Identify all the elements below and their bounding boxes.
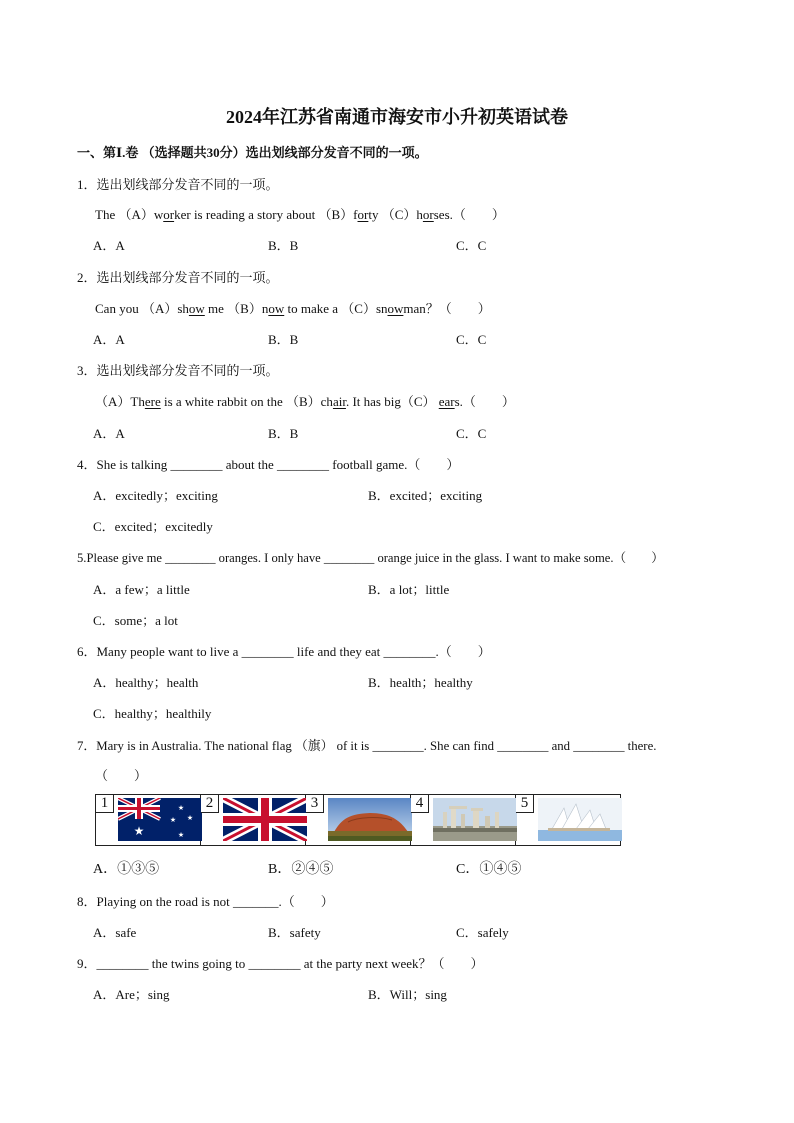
q6-option-c[interactable]: C．healthy；healthily — [93, 706, 212, 721]
underline-1c: or — [422, 207, 434, 222]
question-1-sentence: The （A）worker is reading a story about （B）forty （C）horses.（ ） — [95, 207, 505, 222]
q9-option-b[interactable]: B．Will；sing — [368, 987, 447, 1002]
picture-cell-3 — [306, 795, 411, 845]
q4-option-a[interactable]: A．excitedly；exciting — [93, 488, 218, 503]
svg-text:★: ★ — [133, 824, 145, 838]
question-2-stem: 2．选出划线部分发音不同的一项。 — [77, 270, 279, 285]
page-title: 2024年江苏省南通市海安市小升初英语试卷 — [226, 107, 568, 127]
q1-option-c[interactable]: C．C — [456, 238, 487, 253]
q6-option-a[interactable]: A．healthy；health — [93, 675, 199, 690]
picture-number: 2 — [201, 795, 219, 813]
picture-number: 1 — [96, 795, 114, 813]
picture-cell-1 — [96, 795, 201, 845]
picture-cell-2 — [201, 795, 306, 845]
q5-option-b[interactable]: B．a lot；little — [368, 582, 450, 597]
underline-3a: ere — [144, 394, 161, 409]
picture-cell-4 — [411, 795, 516, 845]
australia-flag-image — [118, 798, 202, 841]
uluru-rock-image — [328, 798, 412, 841]
svg-text:★: ★ — [186, 814, 194, 822]
q9-option-a[interactable]: A．Are；sing — [93, 987, 170, 1002]
q5-option-c[interactable]: C．some；a lot — [93, 613, 178, 628]
picture-number: 5 — [516, 795, 534, 813]
q5-option-a[interactable]: A．a few；a little — [93, 582, 190, 597]
q7-option-b[interactable]: B．②④⑤ — [268, 862, 334, 877]
q6-option-b[interactable]: B．health；healthy — [368, 675, 473, 690]
picture-cell-5 — [516, 795, 620, 845]
question-4-stem: 4．She is talking ________ about the ________ football game.（ ） — [77, 457, 460, 472]
q2-option-a[interactable]: A．A — [93, 332, 125, 347]
underline-3b: air — [332, 394, 346, 409]
q3-option-c[interactable]: C．C — [456, 426, 487, 441]
q4-option-c[interactable]: C．excited；excitedly — [93, 519, 213, 534]
uk-flag-image — [223, 798, 307, 841]
ruins-image — [433, 798, 517, 841]
question-9-stem: 9．________ the twins going to ________ at the party next week？（ ） — [77, 956, 484, 971]
q7-option-a[interactable]: A．①③⑤ — [93, 862, 160, 877]
q1-option-b[interactable]: B．B — [268, 238, 299, 253]
section-heading: 一、第Ⅰ.卷 （选择题共30分）选出划线部分发音不同的一项。 — [77, 145, 428, 160]
question-7-paren: （ ） — [95, 768, 148, 783]
underline-1a: or — [163, 207, 175, 222]
q2-option-b[interactable]: B．B — [268, 332, 299, 347]
picture-number: 4 — [411, 795, 429, 813]
picture-number: 3 — [306, 795, 324, 813]
question-6-stem: 6．Many people want to live a ________ life and they eat ________.（ ） — [77, 644, 491, 659]
q8-option-c[interactable]: C．safely — [456, 925, 509, 940]
svg-text:★: ★ — [169, 816, 177, 824]
underline-2c: ow — [387, 301, 404, 316]
picture-table — [95, 794, 621, 846]
q3-option-b[interactable]: B．B — [268, 426, 299, 441]
underline-3c: ear — [438, 394, 455, 409]
question-8-stem: 8．Playing on the road is not _______.（ ） — [77, 894, 334, 909]
question-3-stem: 3．选出划线部分发音不同的一项。 — [77, 363, 279, 378]
svg-text:★: ★ — [177, 831, 185, 839]
question-3-sentence: （A）There is a white rabbit on the （B）chair. It has big（C） ears.（ ） — [95, 394, 515, 409]
q8-option-b[interactable]: B．safety — [268, 925, 321, 940]
q4-option-b[interactable]: B．excited；exciting — [368, 488, 483, 503]
question-2-sentence: Can you （A）show me （B）now to make a （C）snowman？（ ） — [95, 301, 491, 316]
sydney-opera-house-image — [538, 798, 622, 841]
q2-option-c[interactable]: C．C — [456, 332, 487, 347]
question-7-stem: 7．Mary is in Australia. The national flag （旗） of it is ________. She can find ________ and ________ there. — [77, 739, 657, 753]
svg-text:★: ★ — [177, 804, 185, 812]
q1-option-a[interactable]: A．A — [93, 238, 125, 253]
question-1-stem: 1．选出划线部分发音不同的一项。 — [77, 177, 279, 192]
q7-option-c[interactable]: C．①④⑤ — [456, 862, 522, 877]
question-5-stem: 5.Please give me ________ oranges. I only have ________ orange juice in the glass. I want to make some.（ ） — [77, 551, 664, 565]
q3-option-a[interactable]: A．A — [93, 426, 125, 441]
underline-1b: or — [357, 207, 369, 222]
underline-2a: ow — [188, 301, 205, 316]
q8-option-a[interactable]: A．safe — [93, 925, 137, 940]
underline-2b: ow — [268, 301, 285, 316]
